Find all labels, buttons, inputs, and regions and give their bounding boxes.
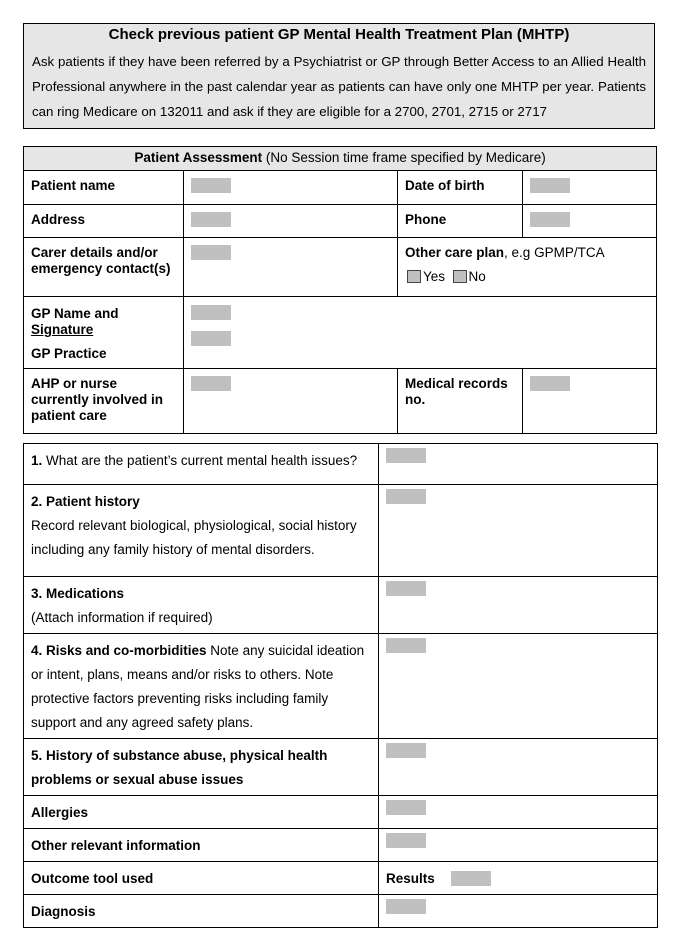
other-info-label: Other relevant information	[24, 829, 379, 862]
diagnosis-field[interactable]	[386, 899, 426, 914]
allergies-label: Allergies	[24, 796, 379, 829]
yes-label: Yes	[423, 269, 446, 284]
question-4-field[interactable]	[386, 638, 426, 653]
outcome-tool-label: Outcome tool used	[24, 862, 379, 895]
carer-details-label: Carer details and/or emergency contact(s)	[24, 238, 184, 297]
question-1-label: 1. What are the patient’s current mental health issues?	[24, 444, 379, 485]
patient-name-field[interactable]	[191, 178, 231, 193]
other-care-plan-yes-checkbox[interactable]	[407, 270, 421, 283]
other-care-plan-cell: Other care plan, e.g GPMP/TCA Yes No	[398, 238, 657, 297]
patient-assessment-table	[23, 146, 657, 434]
question-3-label: 3. Medications (Attach information if required)	[24, 577, 379, 634]
results-label: Results	[386, 871, 435, 886]
ahp-nurse-label: AHP or nurse currently involved in patient care	[24, 369, 184, 434]
mhtp-check-title: Check previous patient GP Mental Health Treatment Plan (MHTP)	[108, 26, 570, 43]
patient-assessment-heading: Patient Assessment (No Session time frame specified by Medicare)	[24, 147, 657, 171]
question-5-label: 5. History of substance abuse, physical health problems or sexual abuse issues	[24, 739, 379, 796]
other-care-plan-no-checkbox[interactable]	[453, 270, 467, 283]
question-4-label: 4. Risks and co-morbidities Note any suicidal ideation or intent, plans, means and/or risks to others. Note protective factors preventing risks including family support and any agreed safety plans.	[24, 634, 379, 739]
gp-practice-field[interactable]	[191, 331, 231, 346]
other-info-field[interactable]	[386, 833, 426, 848]
medical-records-label: Medical records no.	[398, 369, 523, 434]
clinical-questions-table	[23, 443, 658, 928]
carer-details-field[interactable]	[191, 245, 231, 260]
phone-field[interactable]	[530, 212, 570, 227]
results-field[interactable]	[451, 871, 491, 886]
address-field[interactable]	[191, 212, 231, 227]
question-2-label: 2. Patient history Record relevant biological, physiological, social history including any family history of mental disorders.	[24, 485, 379, 577]
mhtp-check-instructions: Ask patients if they have been referred by a Psychiatrist or GP through Better Access to an Allied Health Professional anywhere in the past calendar year as patients can have only one MHTP per year. Patients can ring Medicare on 132011 and ask if they are eligible for a 2700, 2701, 2715 or 2717	[32, 54, 646, 119]
question-1-field[interactable]	[386, 448, 426, 463]
question-3-field[interactable]	[386, 581, 426, 596]
signature-label: Signature	[31, 322, 94, 337]
mhtp-check-box	[23, 23, 655, 129]
gp-name-label: GP Name and Signature GP Practice	[24, 297, 184, 369]
medical-records-field[interactable]	[530, 376, 570, 391]
phone-label: Phone	[398, 205, 523, 238]
question-5-field[interactable]	[386, 743, 426, 758]
address-label: Address	[24, 205, 184, 238]
allergies-field[interactable]	[386, 800, 426, 815]
ahp-nurse-field[interactable]	[191, 376, 231, 391]
gp-practice-label: GP Practice	[31, 346, 107, 361]
patient-name-label: Patient name	[24, 171, 184, 205]
question-2-field[interactable]	[386, 489, 426, 504]
diagnosis-label: Diagnosis	[24, 895, 379, 928]
gp-name-field[interactable]	[191, 305, 231, 320]
date-of-birth-label: Date of birth	[398, 171, 523, 205]
no-label: No	[468, 269, 486, 284]
date-of-birth-field[interactable]	[530, 178, 570, 193]
